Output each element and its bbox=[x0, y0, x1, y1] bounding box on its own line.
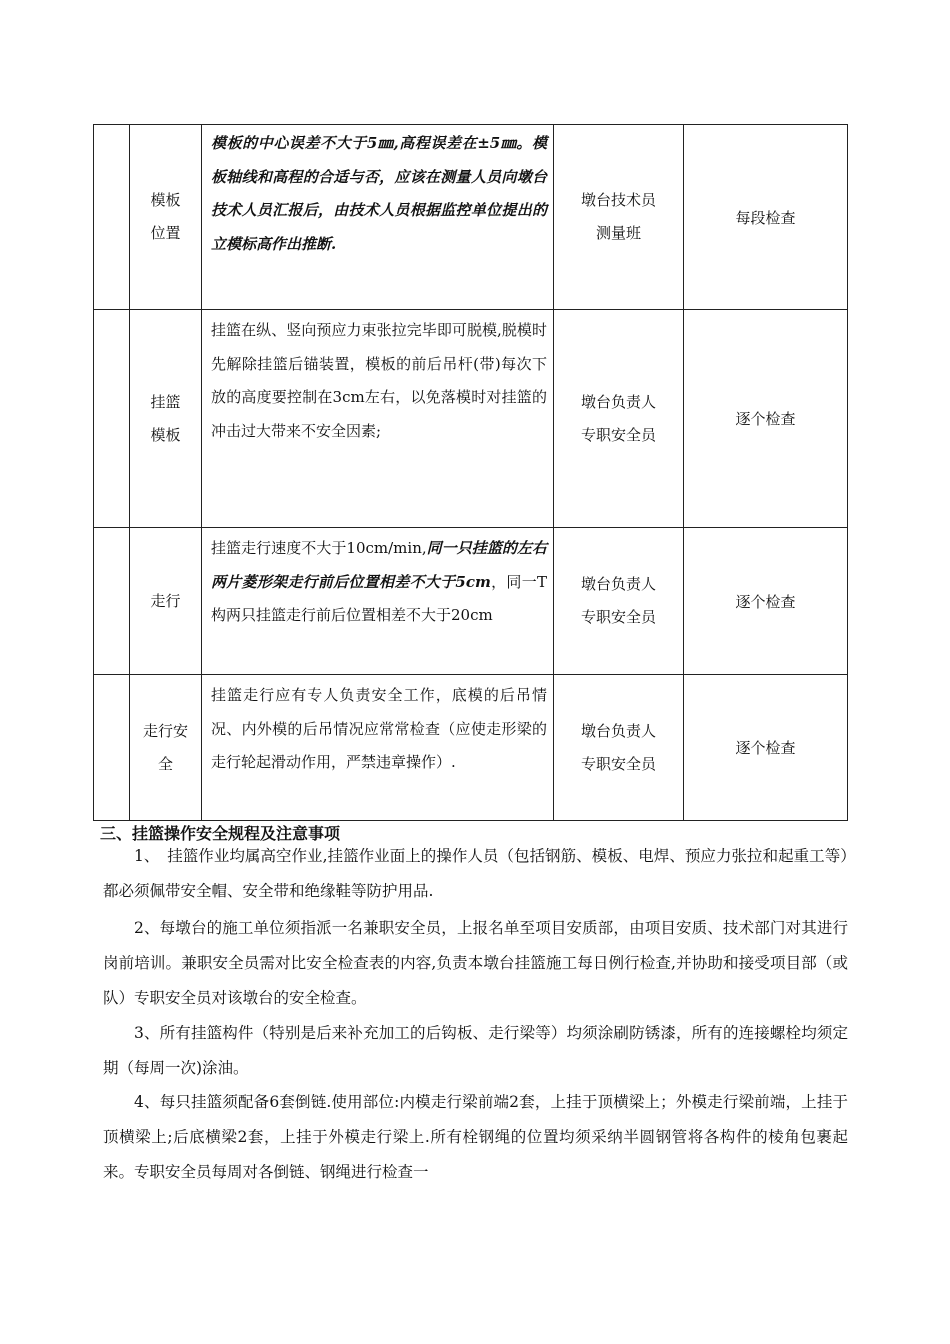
requirement-cell bbox=[202, 125, 554, 310]
responsible-cell: 墩台技术员 测量班 bbox=[554, 125, 684, 310]
item-cell: 模板 位置 bbox=[130, 125, 202, 310]
requirement-cell bbox=[202, 528, 554, 675]
frequency-cell: 逐个检查 bbox=[684, 310, 848, 528]
requirement-cell bbox=[202, 675, 554, 821]
frequency-cell: 每段检查 bbox=[684, 125, 848, 310]
paragraph-2: 2、每墩台的施工单位须指派一名兼职安全员，上报名单至项目安质部，由项目安质、技术部门对其进行岗前培训。兼职安全员需对比安全检查表的内容,负责本墩台挂篮施工每日例行检查,并协助和接受项目部（或队）专职安全员对该墩台的安全检查。 bbox=[103, 919, 848, 1007]
requirement-text: 模板的中心误差不大于5㎜,高程误差在±5㎜。模板轴线和高程的合适与否，应该在测量人员向墩台技术人员汇报后，由技术人员根据监控单位提出的立模标高作出推断. bbox=[211, 134, 547, 253]
index-cell bbox=[94, 528, 130, 675]
requirement-cell bbox=[202, 310, 554, 528]
requirement-text: 挂篮走行速度不大于10cm/min, bbox=[211, 539, 427, 557]
responsible-cell: 墩台负责人 专职安全员 bbox=[554, 675, 684, 821]
item-cell: 挂篮 模板 bbox=[130, 310, 202, 528]
responsible-cell: 墩台负责人 专职安全员 bbox=[554, 528, 684, 675]
paragraph-1: 1、 挂篮作业均属高空作业,挂篮作业面上的操作人员（包括钢筋、模板、电焊、预应力张拉和起重工等）都必须佩带安全帽、安全带和绝缘鞋等防护用品. bbox=[103, 847, 848, 900]
section-heading: 三、挂篮操作安全规程及注意事项 bbox=[100, 824, 341, 843]
index-cell bbox=[94, 310, 130, 528]
frequency-cell: 逐个检查 bbox=[684, 528, 848, 675]
requirement-text: ，同一T构两只挂篮走行前后位置相差不大于20cm bbox=[211, 572, 547, 624]
frequency-cell: 逐个检查 bbox=[684, 675, 848, 821]
item-cell: 走行 bbox=[130, 528, 202, 675]
requirement-text: 挂篮在纵、竖向预应力束张拉完毕即可脱模,脱模时先解除挂篮后锚装置，模板的前后吊杆(带)每次下放的高度要控制在3cm左右，以免落模时对挂篮的冲击过大带来不安全因素; bbox=[211, 321, 547, 440]
table-row bbox=[94, 310, 848, 528]
table-row bbox=[94, 675, 848, 821]
paragraph-3: 3、所有挂篮构件（特别是后来补充加工的后钩板、走行梁等）均须涂刷防锈漆，所有的连接螺栓均须定期（每周一次)涂油。 bbox=[103, 1024, 848, 1077]
index-cell bbox=[94, 125, 130, 310]
paragraph-4: 4、每只挂篮须配备6套倒链.使用部位:内模走行梁前端2套，上挂于顶横梁上；外模走行梁前端，上挂于顶横梁上;后底横梁2套，上挂于外模走行梁上.所有栓钢绳的位置均须采纳半圆钢管将各构件的棱角包裹起来。专职安全员每周对各倒链、钢绳进行检查一 bbox=[103, 1093, 848, 1181]
requirement-text-emphasis: 同一只挂篮的左右两片菱形架走行前后位置相差不大于5cm bbox=[211, 539, 547, 591]
inspection-table bbox=[93, 124, 848, 821]
requirement-text: 挂篮走行应有专人负责安全工作，底模的后吊情况、内外模的后吊情况应常常检查（应使走形梁的走行轮起滑动作用，严禁违章操作）. bbox=[211, 686, 547, 771]
item-cell: 走行安 全 bbox=[130, 675, 202, 821]
table-row bbox=[94, 125, 848, 310]
table-row bbox=[94, 528, 848, 675]
index-cell bbox=[94, 675, 130, 821]
responsible-cell: 墩台负责人 专职安全员 bbox=[554, 310, 684, 528]
